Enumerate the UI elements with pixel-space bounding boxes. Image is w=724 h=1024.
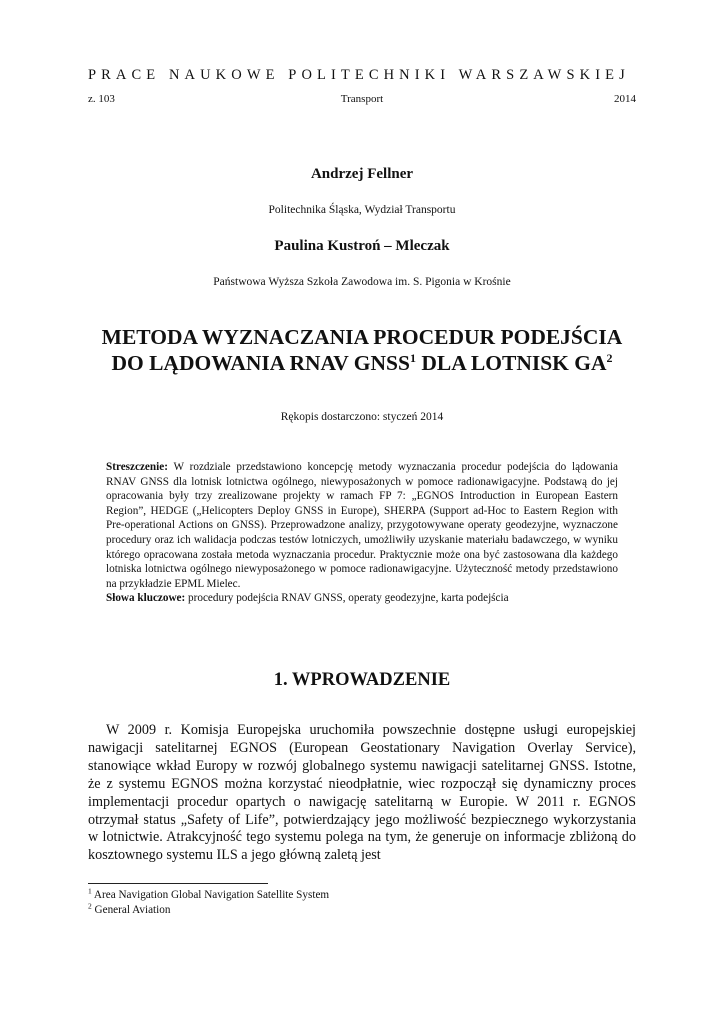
received-date: Rękopis dostarczono: styczeń 2014	[280, 411, 444, 423]
title-line-1: METODA WYZNACZANIA PROCEDUR PODEJŚCIA	[101, 325, 623, 349]
footnote-text: Area Navigation Global Navigation Satellite System	[91, 889, 330, 901]
body-paragraph: W 2009 r. Komisja Europejska uruchomiła powszechnie dostępne usługi europejskiej nawigacji satelitarnej EGNOS (European Geostationary Navigation Overlay Service), stanowiące wkład Europy w rozwój globalnego systemu nawigacji satelitarnej GNSS. Istotne, że z systemu EGNOS można korzystać nieodpłatnie, wiec rozpoczął się dynamiczny proces implementacji procedur opartych o nawigację satelitarną w Europie. W 2011 r. EGNOS otrzymał status „Safety of Life”, potwierdzający jego możliwość bezpiecznego wykorzystania w lotnictwie. Atrakcyjność tego systemu polega na tym, że generuje on informacje zbliżoną do kosztownego systemu ILS a jego główną zaletą jest	[88, 722, 636, 864]
footnote-ref: 1	[409, 350, 416, 365]
abstract	[106, 460, 618, 606]
footnote-mark: 2	[88, 901, 92, 911]
author-affiliation: Państwowa Wyższa Szkoła Zawodowa im. S. Pigonia w Krośnie	[213, 276, 511, 288]
title-line-2	[60, 350, 664, 376]
author-name: Andrzej Fellner	[310, 166, 414, 182]
footnote	[88, 888, 636, 903]
keywords-label: Słowa kluczowe:	[106, 592, 186, 605]
author-affiliation: Politechnika Śląska, Wydział Transportu	[268, 204, 456, 216]
paper-title	[60, 324, 664, 376]
section-heading: 1. WPROWADZENIE	[273, 670, 451, 690]
footnote	[88, 903, 636, 918]
issue-number: z. 103	[88, 93, 115, 105]
series-name: Transport	[340, 93, 384, 105]
abstract-label: Streszczenie:	[106, 461, 168, 473]
footnote-ref: 2	[606, 350, 613, 365]
title-line-2a: DO LĄDOWANIA RNAV GNSS	[111, 351, 410, 375]
footnote-text: General Aviation	[91, 904, 171, 916]
journal-title: PRACE NAUKOWE POLITECHNIKI WARSZAWSKIEJ	[88, 67, 630, 83]
body-text	[88, 722, 636, 865]
footnote-mark: 1	[88, 886, 92, 896]
title-line-2b: DLA LOTNISK GA	[415, 351, 607, 375]
author-name: Paulina Kustroń – Mleczak	[274, 238, 450, 254]
footnotes	[88, 888, 636, 918]
keywords-body: procedury podejścia RNAV GNSS, operaty geodezyjne, karta podejścia	[185, 592, 509, 605]
keywords	[106, 591, 618, 606]
abstract-body: W rozdziale przedstawiono koncepcję metody wyznaczania procedur podejścia do lądowania RNAV GNSS dla lotnisk lotnictwa ogólnego, niewyposażonych w pomoce radionawigacyjne. Podstawą do jej opracowania były trzy zrealizowane projekty w ramach FP 7: „EGNOS Introduction in European Eastern Region”, HEDGE („Helicopters Deploy GNSS in Europe), SHERPA (Support ad-Hoc to Eastern Region with Pre-operational Actions on GNSS). Przeprowadzone analizy, przygotowywane operaty geodezyjne, wyznaczone procedury oraz ich walidacja podczas testów lotniczych, umożliwiły uzyskanie materiału badawczego, w wyniku którego opracowana została metoda wyznaczania procedur. Praktycznie może ona być zastosowana dla każdego lotniska lotnictwa ogólnego niewyposażonego w pomoce radionawigacyjne. Użyteczność metody przedstawiono na przykładzie EPML Mielec.	[106, 461, 618, 590]
publication-year: 2014	[614, 93, 636, 105]
abstract-text	[106, 460, 618, 591]
footnote-divider	[88, 883, 268, 884]
